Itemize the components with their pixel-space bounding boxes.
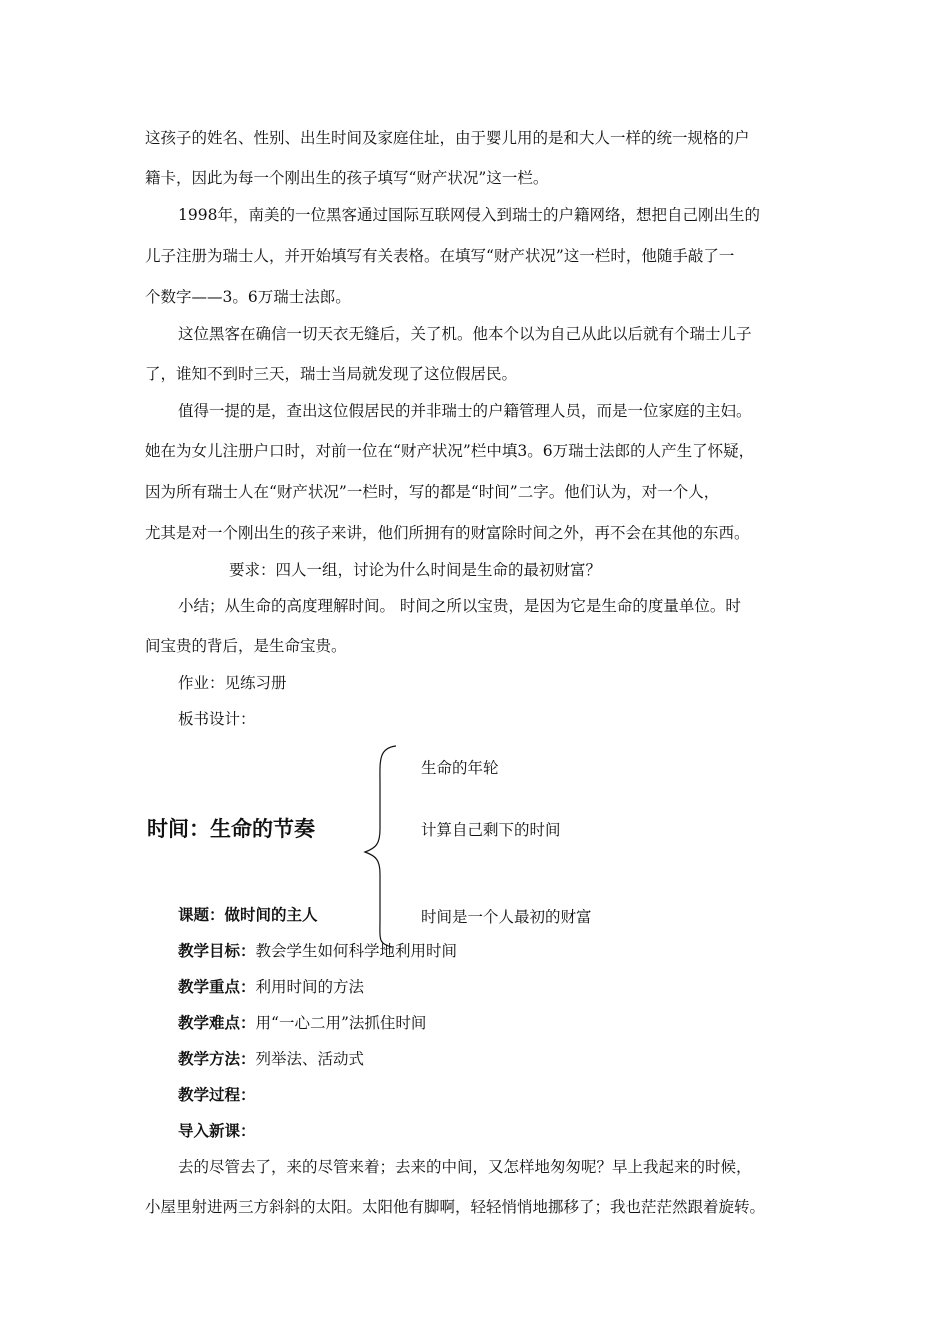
board-title: 时间：生命的节奏 [147,817,315,841]
method-value: 列举法、活动式 [255,1050,365,1068]
lesson-method [178,1049,364,1069]
summary-line: 间宝贵的背后，是生命宝贵。 [145,637,347,655]
paragraph-line: 籍卡，因此为每一个刚出生的孩子填写“财产状况”这一栏。 [145,169,549,187]
goal-label: 教学目标： [178,941,256,960]
board-item: 时间是一个人最初的财富 [421,908,592,926]
method-label: 教学方法： [178,1049,256,1068]
paragraph-line: 个数字——3。6万瑞士法郎。 [145,288,351,306]
key-value: 利用时间的方法 [255,978,365,996]
intro-line: 去的尽管去了，来的尽管来着；去来的中间，又怎样地匆匆呢？早上我起来的时候， [178,1158,752,1176]
lesson-intro: 导入新课： [178,1121,256,1140]
paragraph-line: 儿子注册为瑞士人，并开始填写有关表格。在填写“财产状况”这一栏时，他随手敲了一 [145,247,735,265]
summary-line: 小结；从生命的高度理解时间。 时间之所以宝贵，是因为它是生命的度量单位。时 [178,597,741,615]
paragraph-line: 因为所有瑞士人在“财产状况”一栏时，写的都是“时间”二字。他们认为，对一个人， [145,483,720,501]
board-item: 计算自己剩下的时间 [421,821,561,839]
key-label: 教学重点： [178,977,256,996]
lesson-goal [178,941,457,961]
lesson-difficulty [178,1013,426,1033]
difficulty-value: 用“一心二用”法抓住时间 [255,1014,427,1032]
lesson-key [178,977,364,997]
paragraph-line: 这孩子的姓名、性别、出生时间及家庭住址，由于婴儿用的是和大人一样的统一规格的户 [145,129,750,147]
board-design-label: 板书设计： [178,710,256,728]
goal-value: 教会学生如何科学地利用时间 [255,942,458,960]
homework-line: 作业：见练习册 [178,674,287,692]
paragraph-line: 这位黑客在确信一切天衣无缝后，关了机。他本个以为自己从此以后就有个瑞士儿子 [178,325,752,343]
brace-icon [360,744,400,949]
lesson-topic: 课题：做时间的主人 [178,905,318,924]
difficulty-label: 教学难点： [178,1013,256,1032]
lesson-process: 教学过程： [178,1085,256,1104]
intro-line: 小屋里射进两三方斜斜的太阳。太阳他有脚啊，轻轻悄悄地挪移了；我也茫茫然跟着旋转。 [145,1198,766,1216]
requirement-line: 要求：四人一组，讨论为什么时间是生命的最初财富？ [229,561,602,579]
paragraph-line: 值得一提的是，查出这位假居民的并非瑞士的户籍管理人员，而是一位家庭的主妇。 [178,402,752,420]
paragraph-line: 尤其是对一个刚出生的孩子来讲，他们所拥有的财富除时间之外，再不会在其他的东西。 [145,524,750,542]
paragraph-line: 1998年，南美的一位黑客通过国际互联网侵入到瑞士的户籍网络，想把自己刚出生的 [178,206,760,224]
board-item: 生命的年轮 [421,759,499,777]
paragraph-line: 她在为女儿注册户口时，对前一位在“财产状况”栏中填3。6万瑞士法郎的人产生了怀疑， [145,442,755,460]
paragraph-line: 了，谁知不到时三天，瑞士当局就发现了这位假居民。 [145,365,518,383]
